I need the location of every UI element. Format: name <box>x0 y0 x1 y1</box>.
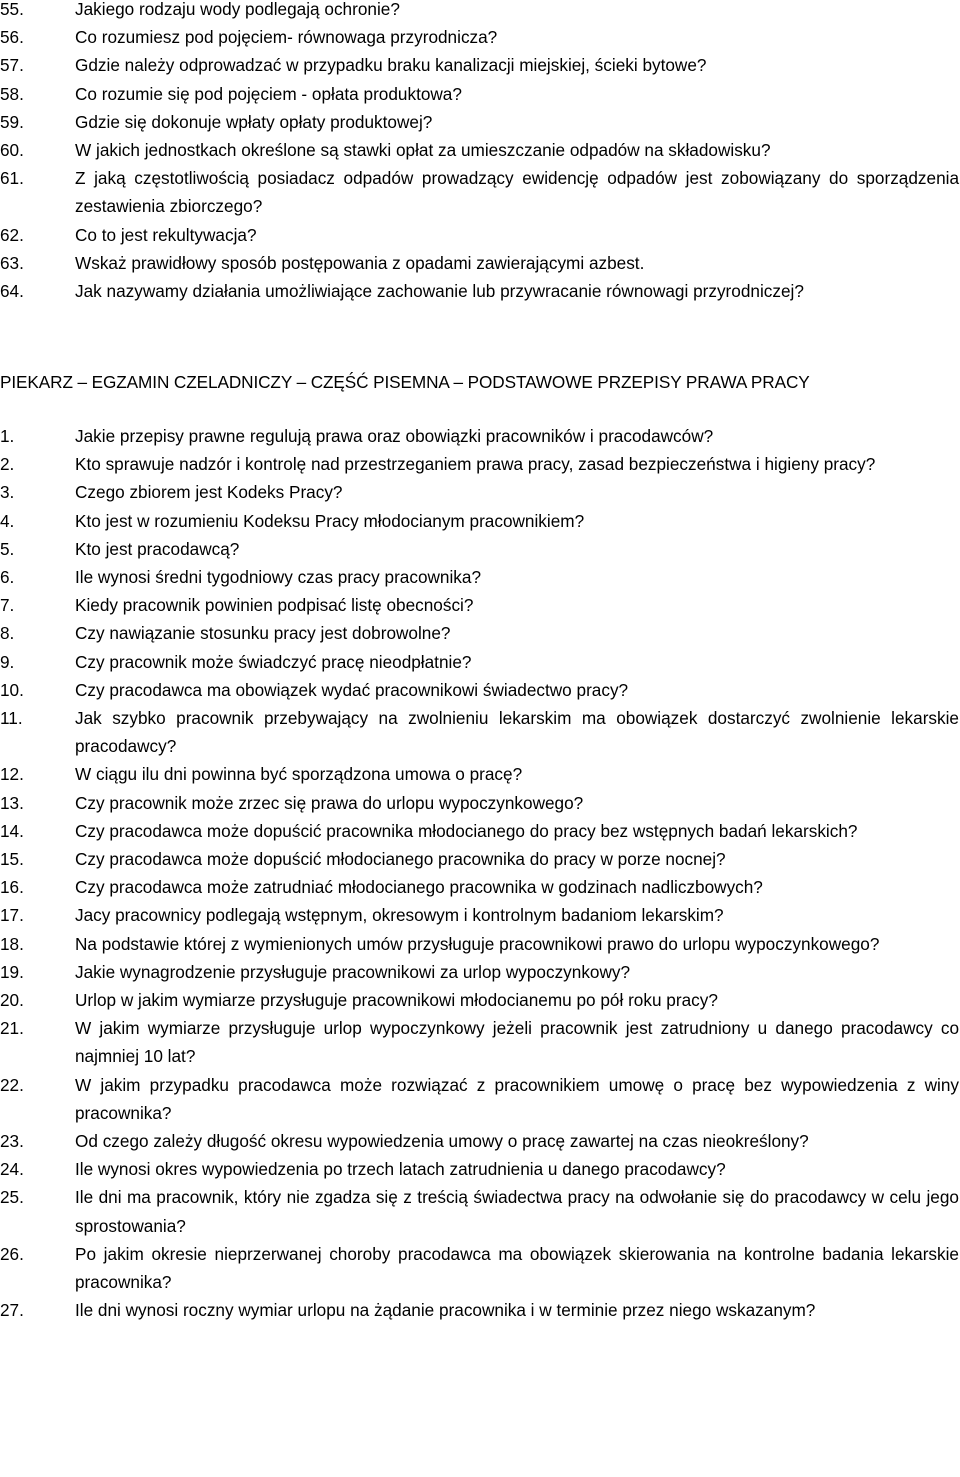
question-number: 62. <box>0 224 24 245</box>
question-item <box>0 901 960 929</box>
question-number: 1. <box>0 426 15 446</box>
question-number: 9. <box>0 651 15 672</box>
question-item <box>0 986 960 1014</box>
question-number: 25. <box>0 1187 24 1208</box>
question-text: Kto jest w rozumieniu Kodeksu Pracy młodocianym pracownikiem? <box>75 510 585 531</box>
question-text: Czy pracodawca ma obowiązek wydać pracownikowi świadectwo pracy? <box>75 679 629 700</box>
question-item <box>0 1127 960 1155</box>
question-number: 24. <box>0 1159 24 1180</box>
question-item <box>0 478 960 506</box>
question-number: 14. <box>0 820 24 841</box>
question-item <box>0 1240 960 1296</box>
question-item <box>0 1155 960 1183</box>
question-text: Czy pracodawca może dopuścić pracownika młodocianego do pracy bez wstępnych badań lekarskich? <box>75 820 858 841</box>
question-text: Czy pracodawca może zatrudniać młodocianego pracownika w godzinach nadliczbowych? <box>75 877 763 898</box>
question-number: 13. <box>0 792 24 813</box>
question-text: Co rozumie się pod pojęciem - opłata produktowa? <box>75 83 462 104</box>
question-text: Czy pracownik może zrzec się prawa do urlopu wypoczynkowego? <box>75 792 584 813</box>
question-text: Co rozumiesz pod pojęciem- równowaga przyrodnicza? <box>75 27 498 48</box>
question-text: Co to jest rekultywacja? <box>75 224 257 245</box>
question-item <box>0 789 960 817</box>
question-item <box>0 619 960 647</box>
question-item <box>0 422 960 450</box>
question-number: 59. <box>0 111 24 132</box>
question-text: Ile dni wynosi roczny wymiar urlopu na żądanie pracownika i w terminie przez niego wskazanym? <box>75 1300 816 1321</box>
question-item <box>0 507 960 535</box>
question-number: 57. <box>0 55 24 76</box>
question-list-labour-law <box>0 422 960 1325</box>
question-text: Jakie wynagrodzenie przysługuje pracownikowi za urlop wypoczynkowy? <box>75 961 631 982</box>
question-number: 8. <box>0 623 15 644</box>
question-number: 58. <box>0 83 24 104</box>
question-number: 15. <box>0 849 24 870</box>
question-item <box>0 108 960 136</box>
question-number: 63. <box>0 252 24 273</box>
question-text: Wskaż prawidłowy sposób postępowania z opadami zawierającymi azbest. <box>75 252 645 273</box>
question-number: 21. <box>0 1018 24 1039</box>
question-text: Po jakim okresie nieprzerwanej choroby pracodawca ma obowiązek skierowania na kontrolne badania lekarskie pracownika? <box>75 1243 959 1293</box>
question-number: 4. <box>0 510 15 531</box>
question-item <box>0 535 960 563</box>
question-number: 19. <box>0 961 24 982</box>
question-text: Jak nazywamy działania umożliwiające zachowanie lub przywracanie równowagi przyrodniczej? <box>75 281 804 302</box>
question-list-environment <box>0 0 960 305</box>
question-number: 61. <box>0 168 24 189</box>
question-text: Od czego zależy długość okresu wypowiedzenia umowy o pracę zawartej na czas nieokreślony? <box>75 1131 809 1152</box>
question-item <box>0 1183 960 1239</box>
question-item <box>0 676 960 704</box>
question-number: 7. <box>0 595 15 616</box>
question-item <box>0 873 960 901</box>
question-item <box>0 80 960 108</box>
question-item <box>0 958 960 986</box>
question-text: Jakiego rodzaju wody podlegają ochronie? <box>75 0 400 19</box>
question-number: 18. <box>0 933 24 954</box>
question-text: Kiedy pracownik powinien podpisać listę obecności? <box>75 595 474 616</box>
question-item <box>0 930 960 958</box>
question-number: 23. <box>0 1131 24 1152</box>
question-item <box>0 845 960 873</box>
question-item <box>0 136 960 164</box>
question-text: Kto sprawuje nadzór i kontrolę nad przestrzeganiem prawa pracy, zasad bezpieczeństwa i higieny pracy? <box>75 454 876 475</box>
question-item <box>0 23 960 51</box>
question-item <box>0 1296 960 1324</box>
question-number: 56. <box>0 27 24 48</box>
question-number: 60. <box>0 140 24 161</box>
question-item <box>0 760 960 788</box>
question-item <box>0 1071 960 1127</box>
question-text: Gdzie się dokonuje wpłaty opłaty produktowej? <box>75 111 433 132</box>
question-number: 22. <box>0 1074 24 1095</box>
question-item <box>0 563 960 591</box>
question-item <box>0 277 960 305</box>
question-number: 27. <box>0 1300 24 1321</box>
question-text: Urlop w jakim wymiarze przysługuje pracownikowi młodocianemu po pół roku pracy? <box>75 990 718 1011</box>
question-number: 26. <box>0 1243 24 1264</box>
question-text: W jakich jednostkach określone są stawki opłat za umieszczanie odpadów na składowisku? <box>75 140 771 161</box>
question-number: 11. <box>0 708 23 729</box>
question-text: Czy pracodawca może dopuścić młodocianego pracownika do pracy w porze nocnej? <box>75 849 726 870</box>
question-item <box>0 0 960 23</box>
question-item <box>0 1014 960 1070</box>
question-item <box>0 221 960 249</box>
question-item <box>0 164 960 220</box>
question-number: 6. <box>0 567 15 588</box>
question-text: Czego zbiorem jest Kodeks Pracy? <box>75 482 343 503</box>
question-number: 10. <box>0 679 24 700</box>
question-item <box>0 648 960 676</box>
question-text: Jacy pracownicy podlegają wstępnym, okresowym i kontrolnym badaniom lekarskim? <box>75 905 724 926</box>
question-text: Ile dni ma pracownik, który nie zgadza się z treścią świadectwa pracy na odwołanie się do pracodawcy w celu jego sprostowania? <box>75 1187 959 1236</box>
question-text: Z jaką częstotliwością posiadacz odpadów prowadzący ewidencję odpadów jest zobowiązany do sporządzenia zestawienia zbiorczego? <box>75 168 959 217</box>
question-text: Ile wynosi średni tygodniowy czas pracy pracownika? <box>75 567 482 588</box>
question-number: 16. <box>0 877 24 898</box>
question-number: 3. <box>0 482 15 503</box>
question-text: Jakie przepisy prawne regulują prawa oraz obowiązki pracowników i pracodawców? <box>75 426 714 446</box>
question-item <box>0 51 960 79</box>
question-text: Kto jest pracodawcą? <box>75 538 240 559</box>
question-text: Gdzie należy odprowadzać w przypadku braku kanalizacji miejskiej, ścieki bytowe? <box>75 55 707 76</box>
question-text: Czy nawiązanie stosunku pracy jest dobrowolne? <box>75 623 451 644</box>
question-item <box>0 249 960 277</box>
question-item <box>0 704 960 760</box>
question-number: 12. <box>0 764 24 785</box>
section-heading: PIEKARZ – EGZAMIN CZELADNICZY – CZĘŚĆ PISEMNA – PODSTAWOWE PRZEPISY PRAWA PRACY <box>0 372 810 392</box>
question-number: 55. <box>0 0 24 19</box>
question-item <box>0 817 960 845</box>
question-text: Na podstawie której z wymienionych umów przysługuje pracownikowi prawo do urlopu wypoczynkowego? <box>75 933 880 954</box>
question-number: 20. <box>0 990 24 1011</box>
question-number: 64. <box>0 281 24 302</box>
question-text: W jakim przypadku pracodawca może rozwiązać z pracownikiem umowę o pracę bez wypowiedzenia z winy pracownika? <box>75 1074 959 1123</box>
question-text: W jakim wymiarze przysługuje urlop wypoczynkowy jeżeli pracownik jest zatrudniony u danego pracodawcy co najmniej 10 lat? <box>75 1018 959 1067</box>
question-number: 2. <box>0 454 15 475</box>
question-item <box>0 591 960 619</box>
question-text: Jak szybko pracownik przebywający na zwolnieniu lekarskim ma obowiązek dostarczyć zwolnienie lekarskie pracodawcy? <box>75 708 959 757</box>
question-number: 17. <box>0 905 24 926</box>
question-text: W ciągu ilu dni powinna być sporządzona umowa o pracę? <box>75 764 523 785</box>
question-item <box>0 450 960 478</box>
question-text: Ile wynosi okres wypowiedzenia po trzech latach zatrudnienia u danego pracodawcy? <box>75 1159 726 1180</box>
question-number: 5. <box>0 538 15 559</box>
question-text: Czy pracownik może świadczyć pracę nieodpłatnie? <box>75 651 472 672</box>
